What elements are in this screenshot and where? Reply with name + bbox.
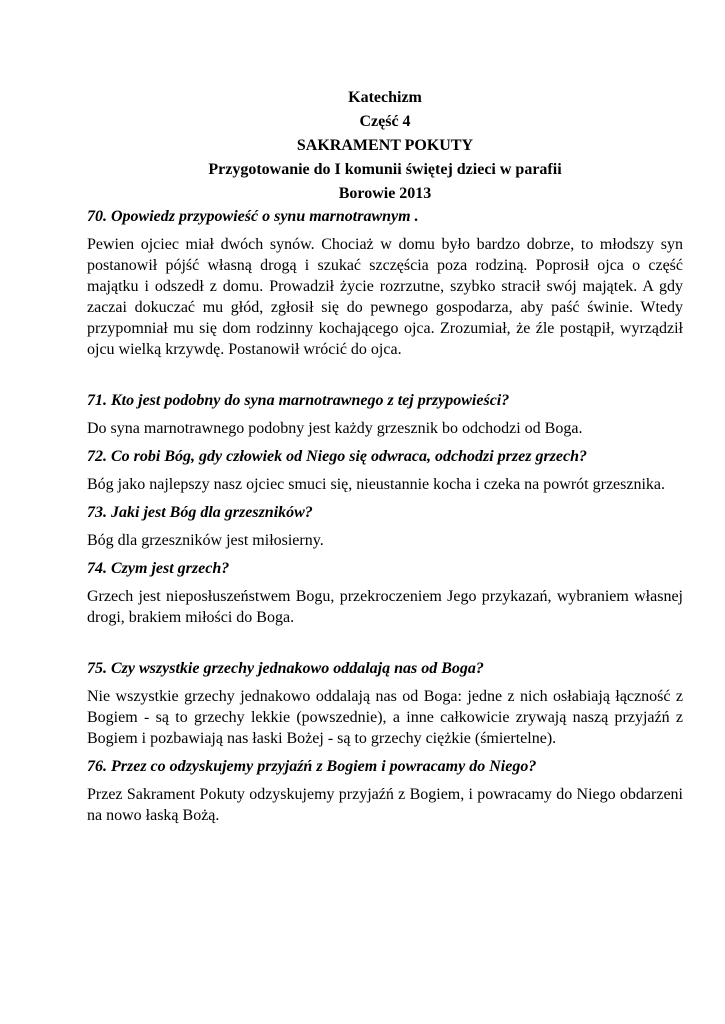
answer-70: Pewien ojciec miał dwóch synów. Chociaż w domu było bardzo dobrze, to młodszy syn postanowił pójść własną drogą i szukać szczęścia poza rodziną. Poprosił ojca o część majątku i odszedł z domu. Prowadził życie rozrzutne, szybko stracił swój majątek. A gdy zaczai dokuczać mu głód, zgłosił się do pewnego gospodarza, aby paść świnie. Wtedy przypomniał mu się dom rodzinny kochającego ojca. Zrozumiał, że źle postąpił, wyrządził ojcu wielką krzywdę. Postanowił wrócić do ojca. bbox=[87, 236, 683, 358]
preparation-subtitle: Przygotowanie do I komunii świętej dzieci w parafii bbox=[208, 161, 562, 178]
question-72: 72. Co robi Bóg, gdy człowiek od Niego się odwraca, odchodzi przez grzech? bbox=[87, 448, 587, 465]
question-73: 73. Jaki jest Bóg dla grzeszników? bbox=[87, 504, 313, 521]
question-76: 76. Przez co odzyskujemy przyjaźń z Bogiem i powracamy do Niego? bbox=[87, 758, 537, 775]
qa-item-75 bbox=[87, 658, 683, 749]
qa-item-76 bbox=[87, 756, 683, 826]
question-70: 70. Opowiedz przypowieść o synu marnotrawnym . bbox=[87, 208, 419, 225]
answer-73: Bóg dla grzeszników jest miłosierny. bbox=[87, 532, 324, 549]
qa-item-73 bbox=[87, 502, 683, 551]
answer-71: Do syna marnotrawnego podobny jest każdy grzesznik bo odchodzi od Boga. bbox=[87, 420, 583, 437]
qa-item-74 bbox=[87, 558, 683, 628]
part-number: Część 4 bbox=[359, 113, 411, 130]
answer-76: Przez Sakrament Pokuty odzyskujemy przyjaźń z Bogiem, i powracamy do Niego obdarzeni na nowo łaską Bożą. bbox=[87, 786, 683, 824]
qa-item-71 bbox=[87, 390, 683, 439]
parish-year: Borowie 2013 bbox=[338, 185, 432, 202]
qa-item-70 bbox=[87, 206, 683, 360]
question-74: 74. Czym jest grzech? bbox=[87, 560, 230, 577]
catechism-title: Katechizm bbox=[348, 89, 422, 106]
answer-74: Grzech jest nieposłuszeństwem Bogu, przekroczeniem Jego przykazań, wybraniem własnej drogi, brakiem miłości do Boga. bbox=[87, 588, 683, 626]
answer-72: Bóg jako najlepszy nasz ojciec smuci się, nieustannie kocha i czeka na powrót grzesznika. bbox=[87, 476, 666, 493]
question-75: 75. Czy wszystkie grzechy jednakowo oddalają nas od Boga? bbox=[87, 660, 484, 677]
sacrament-title: SAKRAMENT POKUTY bbox=[296, 137, 474, 154]
answer-75: Nie wszystkie grzechy jednakowo oddalają nas od Boga: jedne z nich osłabiają łączność z Bogiem - są to grzechy lekkie (powszednie), a inne całkowicie zrywają naszą przyjaźń z Bogiem i pozbawiają nas łaski Bożej - są to grzechy ciężkie (śmiertelne). bbox=[87, 688, 683, 747]
question-71: 71. Kto jest podobny do syna marnotrawnego z tej przypowieści? bbox=[87, 392, 510, 409]
qa-item-72 bbox=[87, 446, 683, 495]
document-page bbox=[87, 86, 683, 826]
